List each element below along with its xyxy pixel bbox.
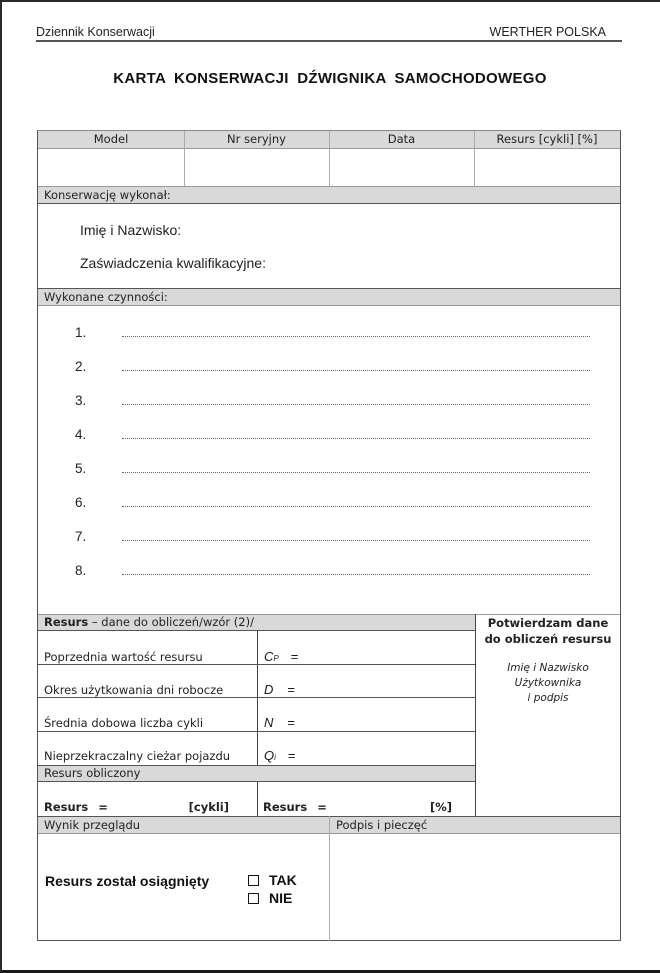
column-header-date: Data (387, 132, 416, 146)
task-number: 4. (75, 427, 87, 442)
task-entry-line[interactable] (122, 574, 590, 575)
divider (38, 731, 475, 732)
task-entry-line[interactable] (122, 404, 590, 405)
checkbox-no[interactable] (248, 893, 259, 904)
task-number: 3. (75, 393, 87, 408)
max-vehicle-weight-label: Nieprzekraczalny cieżar pojazdu (44, 749, 231, 763)
option-no[interactable] (248, 890, 292, 906)
previous-resource-input[interactable] (308, 641, 468, 663)
task-entry-line[interactable] (122, 472, 590, 473)
confirm-heading: Potwierdzam dane do obliczeń resursu (484, 616, 612, 646)
task-number: 8. (75, 563, 87, 578)
inspection-result-label: Wynik przeglądu (44, 818, 141, 832)
previous-resource-label: Poprzednia wartość resursu (44, 650, 203, 664)
task-number: 7. (75, 529, 87, 544)
column-divider (257, 631, 258, 765)
task-entry-line[interactable] (122, 540, 590, 541)
resource-cycles-result: Resurs = [cykli] (44, 800, 229, 814)
column-divider (257, 782, 258, 816)
inspection-divider (329, 816, 330, 941)
serial-number-field[interactable] (185, 149, 329, 186)
resource-label-rest: – dane do obliczeń/wzór (2)/ (88, 615, 254, 629)
resource-calculated-label: Resurs obliczony (44, 766, 141, 780)
column-header-serial: Nr seryjny (227, 132, 286, 146)
confirm-panel (476, 615, 620, 706)
resource-percent-result: Resurs = [%] (263, 800, 452, 814)
confirm-line-2: Użytkownika (514, 677, 582, 689)
task-number: 2. (75, 359, 87, 374)
confirm-line-3: i podpis (527, 692, 569, 704)
journal-name: Dziennik Konserwacji (36, 25, 155, 39)
resource-calculated-section-header (38, 765, 475, 782)
date-field[interactable] (330, 149, 474, 186)
divider (38, 664, 475, 665)
task-entry-line[interactable] (122, 506, 590, 507)
resource-cycles-input[interactable] (113, 795, 193, 815)
usage-period-input[interactable] (308, 674, 468, 696)
task-number: 5. (75, 461, 87, 476)
signature-stamp-label: Podpis i pieczęć (336, 818, 428, 832)
name-label: Imię i Nazwisko: (80, 222, 182, 238)
daily-cycles-label: Średnia dobowa liczba cykli (44, 716, 204, 730)
performed-by-label: Konserwację wykonał: (44, 188, 171, 202)
task-entry-line[interactable] (122, 336, 590, 337)
qualifications-label: Zaświadczenia kwalifikacyjne: (80, 255, 266, 271)
name-field[interactable] (208, 217, 608, 239)
document-title: KARTA KONSERWACJI DŹWIGNIKA SAMOCHODOWEGO (113, 70, 547, 87)
checkbox-yes[interactable] (248, 875, 259, 886)
maintenance-form (37, 130, 621, 941)
option-yes-label: TAK (269, 872, 297, 888)
confirm-line-1: Imię i Nazwisko (507, 662, 589, 674)
model-field[interactable] (38, 149, 184, 186)
qualifications-field[interactable] (278, 250, 608, 272)
divider (38, 697, 475, 698)
cycles-unit: [cykli] (188, 800, 229, 814)
task-entry-line[interactable] (122, 370, 590, 371)
usage-period-symbol: D = (264, 682, 295, 697)
resource-data-section-header (38, 614, 475, 631)
usage-period-label: Okres użytkowania dni robocze (44, 683, 224, 697)
percent-unit: [%] (429, 800, 452, 814)
task-number: 1. (75, 325, 87, 340)
signature-stamp-area[interactable] (331, 835, 619, 940)
resource-label-bold: Resurs (44, 615, 89, 629)
resource-percent-input[interactable] (333, 795, 423, 815)
tasks-label: Wykonane czynności: (44, 290, 168, 304)
max-vehicle-weight-symbol: Qi = (264, 748, 296, 763)
option-yes[interactable] (248, 872, 297, 888)
task-entry-line[interactable] (122, 438, 590, 439)
column-header-model: Model (93, 132, 129, 146)
tasks-section-header (38, 288, 620, 306)
daily-cycles-symbol: N = (264, 715, 295, 730)
performed-by-section-header (38, 186, 620, 204)
confirm-signature-area[interactable] (478, 711, 618, 811)
company-name: WERTHER POLSKA (489, 25, 606, 39)
task-number: 6. (75, 495, 87, 510)
running-header (36, 22, 622, 42)
resource-field[interactable] (475, 149, 620, 186)
option-no-label: NIE (269, 890, 293, 906)
daily-cycles-input[interactable] (308, 707, 468, 729)
previous-resource-symbol: CP = (264, 649, 299, 664)
column-header-resource: Resurs [cykli] [%] (496, 132, 598, 146)
resource-reached-question: Resurs został osiągnięty (45, 873, 210, 889)
max-vehicle-weight-input[interactable] (308, 741, 468, 763)
